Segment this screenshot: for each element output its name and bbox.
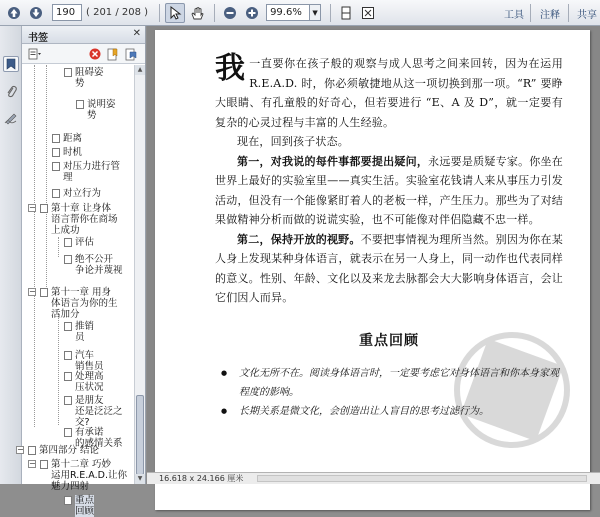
bookmark-page-icon xyxy=(64,255,72,264)
previous-page-button[interactable] xyxy=(4,3,24,23)
paragraph-3-lead: 第一，对我说的每件事都要提出疑问， xyxy=(237,154,429,168)
paperclip-icon xyxy=(5,85,17,99)
bookmark-page-icon xyxy=(64,496,72,505)
bookmark-page-icon xyxy=(40,288,48,297)
horizontal-scrollbar[interactable] xyxy=(257,475,587,482)
hand-tool-button[interactable] xyxy=(187,3,207,23)
scrolling-mode-button[interactable] xyxy=(336,3,356,23)
bookmark-label: 有承诺 的感情关系 xyxy=(75,427,123,449)
bookmark-label: 对压力进行管 理 xyxy=(63,161,121,183)
paragraph-4-text: 不要把事情视为理所当然。别因为你在某人身上发现某种身体语言，就表示在另一人身上，同一动作也代表同样的意义。性别、年龄、文化以及来龙去脉都会大大影响身体语言，会让它们因人而异。 xyxy=(215,232,563,304)
zoom-in-button[interactable] xyxy=(242,3,262,23)
page-dimensions: 16.618 x 24.166 厘米 xyxy=(159,474,244,483)
bookmark-page-icon xyxy=(52,148,60,157)
drop-cap: 我 xyxy=(215,51,246,86)
hand-icon xyxy=(190,6,204,20)
bookmark-page-icon xyxy=(64,428,72,437)
bookmark-icon xyxy=(6,58,16,70)
paragraph-3 xyxy=(215,152,563,230)
bookmark-label: 第十一章 用身 体语言为你的生 活加分 xyxy=(51,287,118,320)
menu-separator xyxy=(568,4,569,22)
page-number-input[interactable]: 190 xyxy=(52,4,82,21)
bookmark-label: 重点 回顾 xyxy=(75,495,95,517)
bookmark-page-icon xyxy=(52,134,60,143)
scroll-down-icon[interactable]: ▼ xyxy=(135,474,145,484)
bookmark-page-icon xyxy=(64,238,72,247)
zoom-in-icon xyxy=(245,6,259,20)
bookmark-label: 第十章 让身体 语言帮你在商场 上成功 xyxy=(51,203,118,236)
delete-bookmark-button[interactable] xyxy=(88,47,102,61)
summary-bullet: ● 长期关系是微文化，会创造出让人盲目的思考过滤行为。 xyxy=(215,402,563,421)
bookmark-page-icon xyxy=(64,322,72,331)
menu-comment[interactable]: 注释 xyxy=(540,10,560,21)
bookmark-label: 第十二章 巧妙 运用R.E.A.D.让你 魅力四射 xyxy=(51,459,127,492)
zoom-out-icon xyxy=(223,6,237,20)
zoom-dropdown-button[interactable] xyxy=(310,4,321,21)
bookmark-page-icon xyxy=(52,162,60,171)
paragraph-4 xyxy=(215,230,563,308)
page-count-label: ( 201 / 208 ) xyxy=(86,7,149,18)
watermark-seal-icon xyxy=(452,330,572,450)
bookmark-page-icon xyxy=(40,204,48,213)
toolbar-separator xyxy=(330,4,331,22)
bookmark-label: 对立行为 xyxy=(63,188,102,199)
bookmark-label: 阻碍姿 势 xyxy=(75,67,104,89)
bookmark-label: 是朋友 还是泛泛之 交? xyxy=(75,395,123,428)
summary-heading: 重点回顾 xyxy=(359,332,419,349)
bookmark-page-icon xyxy=(64,396,72,405)
signature-pen-icon xyxy=(4,112,18,124)
menu-tools[interactable]: 工具 xyxy=(504,10,524,21)
bookmark-label: 第四部分 结论 xyxy=(39,445,100,456)
bookmark-properties-icon xyxy=(125,48,137,61)
toolbar-separator xyxy=(214,4,215,22)
tree-guide-line xyxy=(58,313,59,425)
status-bar xyxy=(147,472,600,484)
new-bookmark-button[interactable] xyxy=(106,47,120,61)
bookmarks-scrollbar[interactable] xyxy=(134,65,145,484)
tree-guide-line xyxy=(34,65,35,427)
bookmark-page-icon xyxy=(40,460,48,469)
navigation-pane-strip xyxy=(0,26,22,484)
summary-bullet: ● 文化无所不在。阅读身体语言时，一定要考虑它对身体语言和你本身家观程度的影响。 xyxy=(215,364,563,402)
bookmark-label: 汽车 销售员 xyxy=(75,350,104,372)
select-tool-button[interactable] xyxy=(165,3,185,23)
bookmarks-panel xyxy=(17,26,146,517)
paragraph-4-lead: 第二，保持开放的视野。 xyxy=(237,232,361,246)
document-viewport[interactable] xyxy=(147,26,600,472)
menu-share[interactable]: 共享 xyxy=(577,10,597,21)
document-page xyxy=(155,30,590,510)
bookmark-label: 评估 xyxy=(75,237,95,248)
tree-guide-line xyxy=(58,237,59,257)
next-page-button[interactable] xyxy=(26,3,46,23)
bookmark-label: 距离 xyxy=(63,133,83,144)
main-toolbar xyxy=(0,0,600,26)
pointer-icon xyxy=(169,6,181,20)
fit-page-button[interactable] xyxy=(358,3,378,23)
toolbar-separator xyxy=(159,4,160,22)
bookmarks-tree xyxy=(17,65,135,517)
collapse-toggle-icon[interactable]: − xyxy=(29,287,36,296)
collapse-toggle-icon[interactable]: − xyxy=(29,459,36,468)
bookmark-page-icon xyxy=(76,100,84,109)
page-scroll-icon xyxy=(339,6,353,20)
chevron-down-icon: ▼ xyxy=(312,8,318,17)
options-list-icon xyxy=(28,48,42,60)
bookmark-label: 绝不公开 争论并蔑视 xyxy=(75,254,123,276)
bookmark-label: 处理高 压状况 xyxy=(75,371,104,393)
bookmark-page-icon xyxy=(64,372,72,381)
bookmark-label: 时机 xyxy=(63,147,83,158)
scrollbar-thumb[interactable] xyxy=(136,395,144,475)
collapse-toggle-icon[interactable]: − xyxy=(17,445,24,454)
paragraph-1-text: 一直要你在孩子般的观察与成人思考之间来回转，因为在运用 R.E.A.D. 时，你必须敏捷地从这一项切换到那一项。“R” 要睁大眼睛、有孔童般的好奇心，但若要进行 “E、A 及 D”，就一定要有复杂的心灵过程与丰富的人生经验。 xyxy=(215,57,563,129)
expand-bookmark-button[interactable] xyxy=(124,47,138,61)
arrow-up-icon xyxy=(7,6,21,20)
zoom-out-button[interactable] xyxy=(220,3,240,23)
bookmarks-panel-title: 书签 xyxy=(28,33,48,44)
bookmarks-panel-button[interactable] xyxy=(3,56,19,72)
paragraph-3-text: 永远要是质疑专家。你坐在世界上最好的实验室里——真实生活。实验室花钱请人来从事压力引发活动，但没有一个能像紧盯着人的老板一样，产生压力。那些为了对结果做精神分析而做的说谎实验，也不可能像对伴侣隐藏不忠一样。 xyxy=(215,154,563,226)
bookmark-page-icon xyxy=(64,68,72,77)
signatures-panel-button[interactable] xyxy=(3,110,19,126)
bookmark-label: 推销 员 xyxy=(75,321,95,343)
delete-icon xyxy=(89,48,101,60)
new-bookmark-icon xyxy=(107,48,119,61)
bookmark-page-icon xyxy=(28,446,36,455)
bookmarks-toolbar xyxy=(22,44,145,64)
arrow-down-icon xyxy=(29,6,43,20)
scroll-up-icon[interactable]: ▲ xyxy=(135,65,145,75)
paragraph-2: 现在，回到孩子状态。 xyxy=(237,135,349,148)
paragraph-1 xyxy=(215,51,563,132)
bookmark-page-icon xyxy=(52,189,60,198)
bookmark-page-icon xyxy=(64,351,72,360)
bookmarks-panel-header xyxy=(22,26,145,44)
bookmark-label: 说明姿 势 xyxy=(87,99,116,121)
zoom-level-field[interactable]: 99.6% xyxy=(266,4,310,21)
attachments-panel-button[interactable] xyxy=(3,84,19,100)
fit-page-icon xyxy=(361,6,375,20)
options-menu-button[interactable] xyxy=(28,47,42,61)
close-panel-icon[interactable]: ✕ xyxy=(132,28,141,39)
menu-separator xyxy=(530,4,531,22)
collapse-toggle-icon[interactable]: − xyxy=(29,203,36,212)
tree-guide-line xyxy=(46,65,47,293)
